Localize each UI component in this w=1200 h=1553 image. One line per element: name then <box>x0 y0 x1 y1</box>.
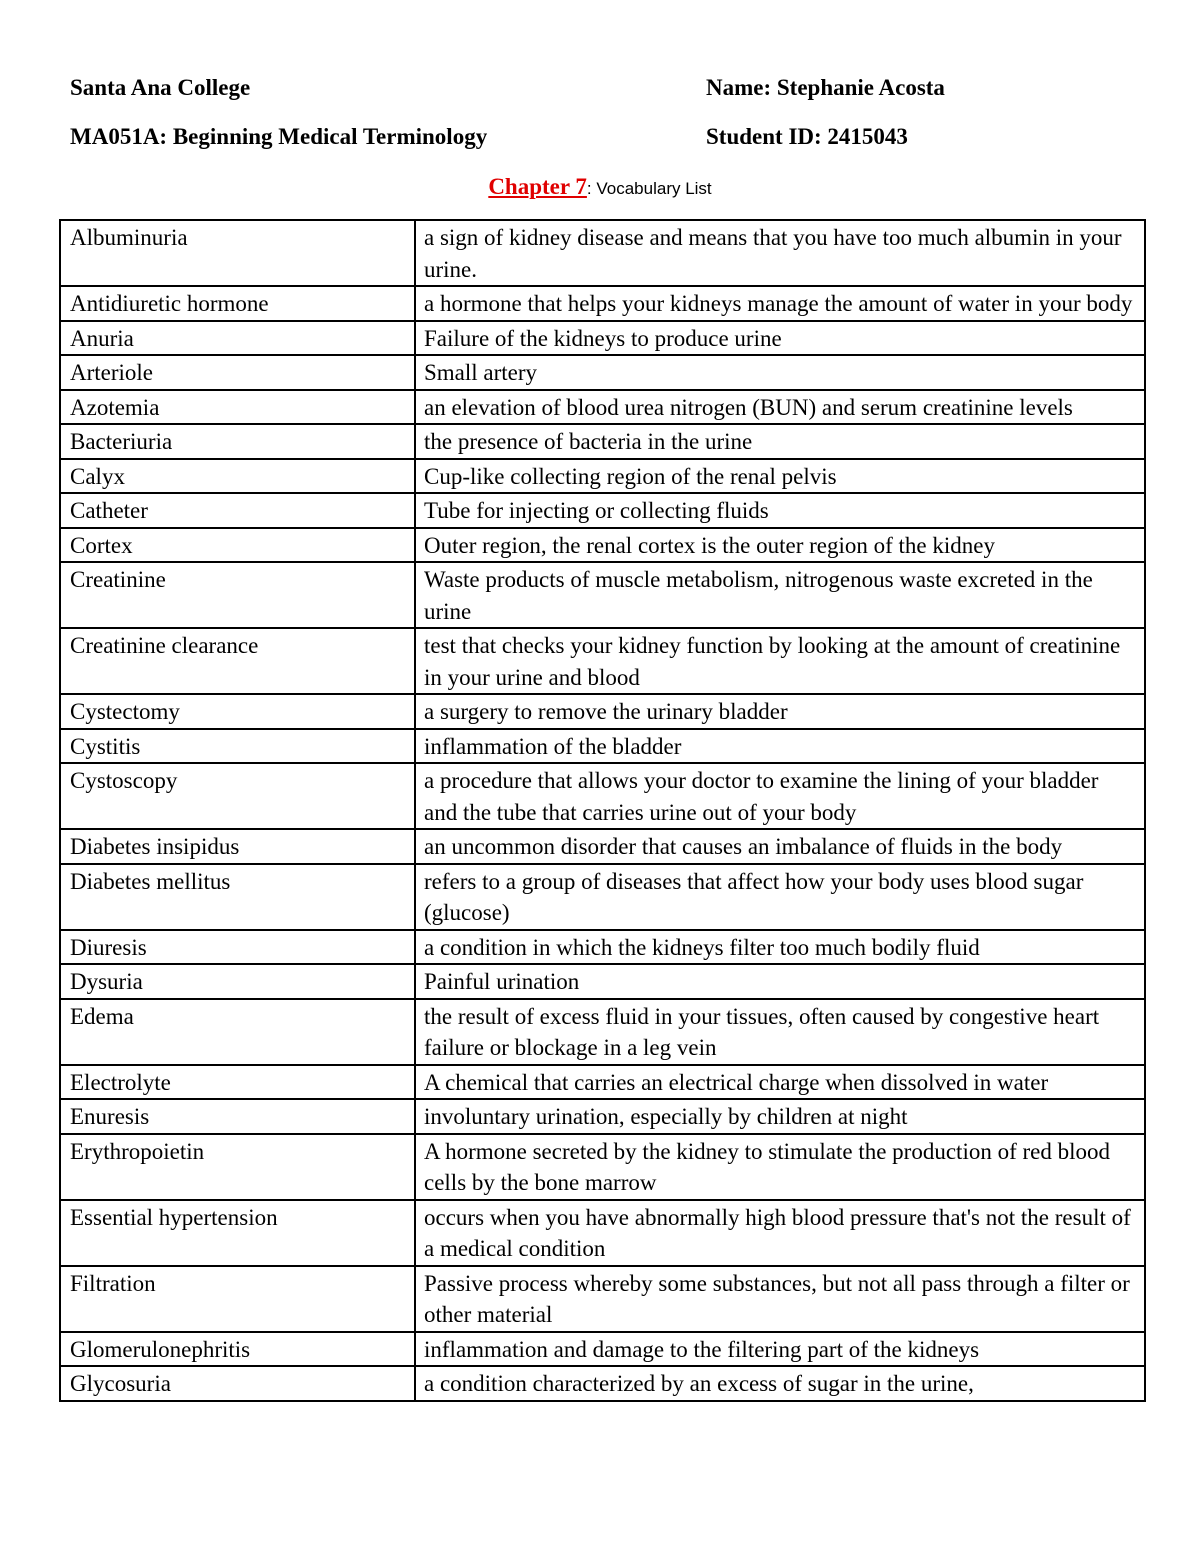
vocab-term: Cystitis <box>60 729 415 764</box>
vocab-term: Creatinine <box>60 562 415 628</box>
vocab-term: Filtration <box>60 1266 415 1332</box>
vocab-term: Calyx <box>60 459 415 494</box>
table-row <box>60 424 1145 459</box>
table-row <box>60 1266 1145 1332</box>
table-row <box>60 528 1145 563</box>
vocab-term: Dysuria <box>60 964 415 999</box>
chapter-subtitle: : Vocabulary List <box>586 179 712 198</box>
vocab-term: Bacteriuria <box>60 424 415 459</box>
table-row <box>60 286 1145 321</box>
student-name: Name: Stephanie Acosta <box>706 75 945 100</box>
vocab-definition: inflammation of the bladder <box>415 729 1145 764</box>
table-row <box>60 321 1145 356</box>
vocab-term: Cortex <box>60 528 415 563</box>
vocab-definition: Passive process whereby some substances, but not all pass through a filter or other material <box>415 1266 1145 1332</box>
vocab-definition: a procedure that allows your doctor to examine the lining of your bladder and the tube that carries urine out of your body <box>415 763 1145 829</box>
table-row <box>60 390 1145 425</box>
vocab-term: Erythropoietin <box>60 1134 415 1200</box>
vocabulary-table-body <box>60 220 1145 1401</box>
vocab-term: Glomerulonephritis <box>60 1332 415 1367</box>
vocab-definition: Tube for injecting or collecting fluids <box>415 493 1145 528</box>
vocab-term: Glycosuria <box>60 1366 415 1401</box>
vocab-definition: refers to a group of diseases that affect how your body uses blood sugar (glucose) <box>415 864 1145 930</box>
vocab-term: Edema <box>60 999 415 1065</box>
vocab-term: Cystoscopy <box>60 763 415 829</box>
table-row <box>60 864 1145 930</box>
vocab-definition: inflammation and damage to the filtering part of the kidneys <box>415 1332 1145 1367</box>
table-row <box>60 999 1145 1065</box>
table-row <box>60 1332 1145 1367</box>
table-row <box>60 628 1145 694</box>
vocab-term: Diuresis <box>60 930 415 965</box>
vocab-definition: A chemical that carries an electrical charge when dissolved in water <box>415 1065 1145 1100</box>
table-row <box>60 220 1145 286</box>
vocab-definition: Outer region, the renal cortex is the outer region of the kidney <box>415 528 1145 563</box>
header-row-1 <box>70 72 1140 121</box>
chapter-number: Chapter 7 <box>488 174 587 199</box>
table-row <box>60 729 1145 764</box>
vocab-definition: involuntary urination, especially by children at night <box>415 1099 1145 1134</box>
vocab-definition: Failure of the kidneys to produce urine <box>415 321 1145 356</box>
vocab-term: Electrolyte <box>60 1065 415 1100</box>
vocab-term: Catheter <box>60 493 415 528</box>
document-header <box>70 72 1140 170</box>
vocab-definition: a condition characterized by an excess of sugar in the urine, <box>415 1366 1145 1401</box>
header-row-2 <box>70 121 1140 170</box>
college-name: Santa Ana College <box>70 75 251 100</box>
vocab-term: Antidiuretic hormone <box>60 286 415 321</box>
vocab-term: Diabetes insipidus <box>60 829 415 864</box>
student-id: Student ID: 2415043 <box>706 124 908 149</box>
vocab-definition: Waste products of muscle metabolism, nitrogenous waste excreted in the urine <box>415 562 1145 628</box>
chapter-heading <box>0 172 1200 205</box>
table-row <box>60 459 1145 494</box>
table-row <box>60 964 1145 999</box>
vocab-definition: Cup-like collecting region of the renal pelvis <box>415 459 1145 494</box>
vocab-term: Enuresis <box>60 1099 415 1134</box>
table-row <box>60 763 1145 829</box>
vocab-term: Anuria <box>60 321 415 356</box>
table-row <box>60 1099 1145 1134</box>
table-row <box>60 1366 1145 1401</box>
vocabulary-table <box>59 219 1146 1402</box>
vocab-definition: the result of excess fluid in your tissues, often caused by congestive heart failure or blockage in a leg vein <box>415 999 1145 1065</box>
course-title: MA051A: Beginning Medical Terminology <box>70 124 488 149</box>
table-row <box>60 355 1145 390</box>
table-row <box>60 694 1145 729</box>
vocab-term: Azotemia <box>60 390 415 425</box>
vocab-term: Creatinine clearance <box>60 628 415 694</box>
table-row <box>60 930 1145 965</box>
vocab-definition: a surgery to remove the urinary bladder <box>415 694 1145 729</box>
table-row <box>60 493 1145 528</box>
vocab-definition: test that checks your kidney function by looking at the amount of creatinine in your urine and blood <box>415 628 1145 694</box>
vocab-term: Albuminuria <box>60 220 415 286</box>
vocab-definition: an elevation of blood urea nitrogen (BUN) and serum creatinine levels <box>415 390 1145 425</box>
vocab-definition: Small artery <box>415 355 1145 390</box>
table-row <box>60 562 1145 628</box>
vocab-definition: the presence of bacteria in the urine <box>415 424 1145 459</box>
vocab-definition: A hormone secreted by the kidney to stimulate the production of red blood cells by the bone marrow <box>415 1134 1145 1200</box>
vocab-term: Arteriole <box>60 355 415 390</box>
table-row <box>60 1200 1145 1266</box>
vocab-definition: a condition in which the kidneys filter too much bodily fluid <box>415 930 1145 965</box>
vocab-definition: a sign of kidney disease and means that you have too much albumin in your urine. <box>415 220 1145 286</box>
vocab-term: Essential hypertension <box>60 1200 415 1266</box>
table-row <box>60 1065 1145 1100</box>
vocab-term: Cystectomy <box>60 694 415 729</box>
table-row <box>60 829 1145 864</box>
vocab-definition: a hormone that helps your kidneys manage the amount of water in your body <box>415 286 1145 321</box>
table-row <box>60 1134 1145 1200</box>
vocab-definition: an uncommon disorder that causes an imbalance of fluids in the body <box>415 829 1145 864</box>
vocab-definition: Painful urination <box>415 964 1145 999</box>
vocab-term: Diabetes mellitus <box>60 864 415 930</box>
vocab-definition: occurs when you have abnormally high blood pressure that's not the result of a medical condition <box>415 1200 1145 1266</box>
